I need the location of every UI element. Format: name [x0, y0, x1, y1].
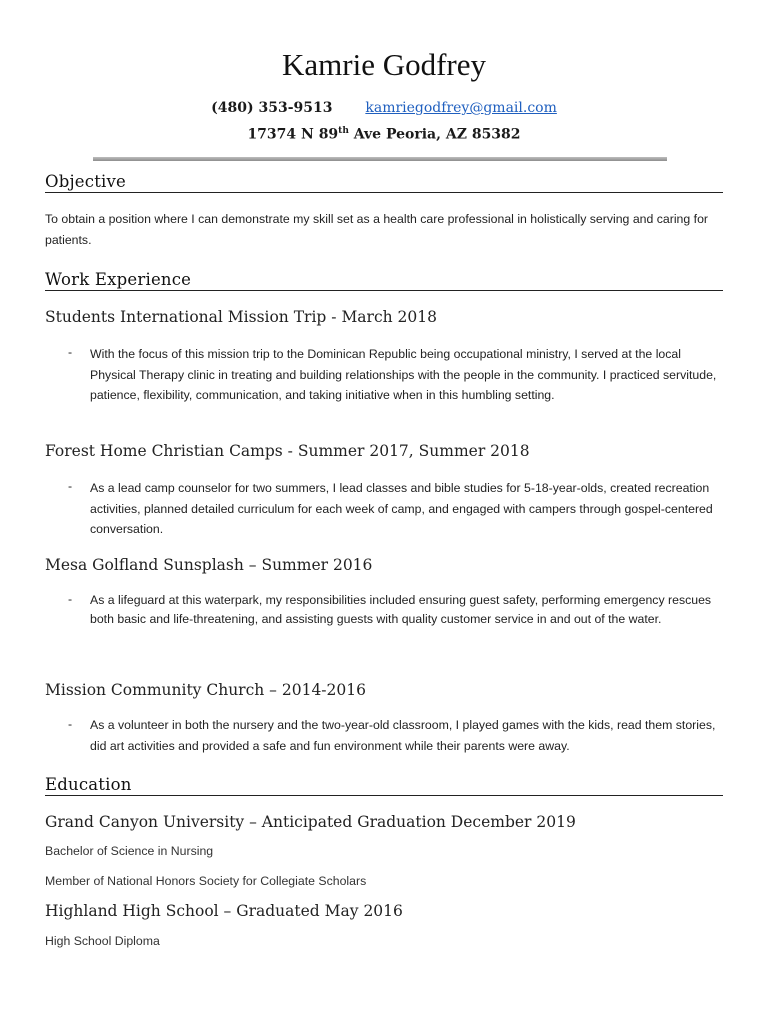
objective-heading: Objective — [45, 172, 723, 193]
job-title-forest-home: Forest Home Christian Camps - Summer 2017, Summer 2018 — [45, 442, 530, 460]
header-divider — [93, 157, 667, 161]
phone-number: (480) 353-9513 — [211, 100, 333, 116]
school-title-gcu: Grand Canyon University – Anticipated Graduation December 2019 — [45, 813, 576, 831]
education-heading: Education — [45, 775, 723, 796]
contact-line — [0, 100, 768, 116]
address-ordinal: th — [338, 126, 349, 136]
job-description-mission-trip: With the focus of this mission trip to the Dominican Republic being occupational ministry, I served at the local Physical Therapy clinic in treating and building relationships with the people in the community. I practiced servitude, patience, flexibility, communication, and taking initiative when in this humbling setting. — [90, 347, 717, 403]
job-description-forest-home: As a lead camp counselor for two summers, I lead classes and bible studies for 5-18-year-olds, created recreation activities, planned detailed curriculum for each week of camp, and engaged with campers through gospel-centered conversation. — [90, 481, 713, 537]
degree-gcu: Bachelor of Science in Nursing — [45, 844, 214, 858]
bullet-dash: - — [68, 345, 73, 359]
diploma-highland: High School Diploma — [45, 934, 160, 948]
work-experience-heading: Work Experience — [45, 270, 723, 291]
bullet-dash: - — [68, 592, 73, 606]
objective-text: To obtain a position where I can demonstrate my skill set as a health care professional in holistically serving and caring for patients. — [45, 212, 709, 247]
job-title-mission-trip: Students International Mission Trip - March 2018 — [45, 308, 437, 326]
resume-name: Kamrie Godfrey — [282, 47, 486, 82]
bullet-dash: - — [68, 717, 73, 731]
address-street-number: 17374 N 89 — [247, 126, 339, 143]
address-rest: Ave Peoria, AZ 85382 — [348, 126, 521, 143]
email-link[interactable]: kamriegodfrey@gmail.com — [365, 100, 557, 116]
job-description-mission-church: As a volunteer in both the nursery and the two-year-old classroom, I played games with the kids, read them stories, did art activities and provided a safe and fun environment while their parents were away. — [90, 718, 716, 753]
bullet-dash: - — [68, 479, 73, 493]
job-description-golfland: As a lifeguard at this waterpark, my responsibilities included ensuring guest safety, performing emergency rescues both basic and life-threatening, and assisting guests with quality customer service in and out of the water. — [90, 593, 712, 626]
job-title-golfland: Mesa Golfland Sunsplash – Summer 2016 — [45, 556, 373, 574]
job-title-mission-church: Mission Community Church – 2014-2016 — [45, 681, 366, 699]
honor-gcu: Member of National Honors Society for Collegiate Scholars — [45, 874, 367, 888]
school-title-highland: Highland High School – Graduated May 2016 — [45, 902, 403, 920]
address-line — [0, 126, 768, 143]
